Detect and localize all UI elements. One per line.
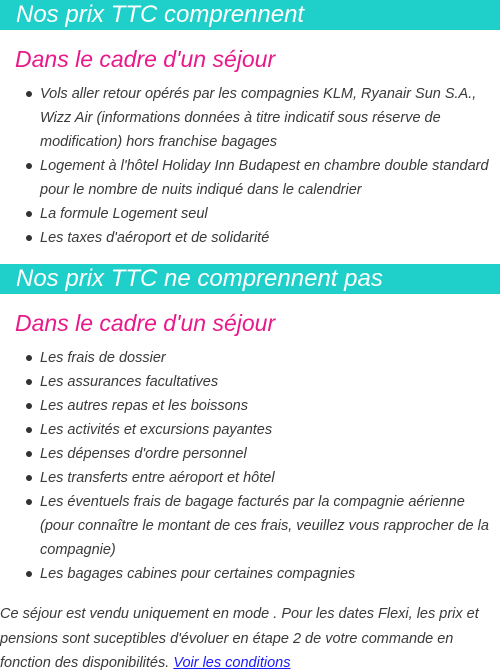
- bullet-icon: [26, 355, 32, 361]
- bullet-icon: [26, 427, 32, 433]
- bullet-icon: [26, 451, 32, 457]
- list-item: Vols aller retour opérés par les compagnies KLM, Ryanair Sun S.A., Wizz Air (informations données à titre indicatif sous réserve de modification) hors franchise bagages: [0, 82, 500, 154]
- list-item: Les transferts entre aéroport et hôtel: [0, 466, 500, 490]
- list-item: Logement à l'hôtel Holiday Inn Budapest en chambre double standard pour le nombre de nuits indiqué dans le calendrier: [0, 154, 500, 202]
- excluded-banner: Nos prix TTC ne comprennent pas: [0, 264, 500, 294]
- included-banner: Nos prix TTC comprennent: [0, 0, 500, 30]
- bullet-icon: [26, 91, 32, 97]
- bullet-icon: [26, 571, 32, 577]
- footer-note: [0, 602, 500, 670]
- list-item: Les taxes d'aéroport et de solidarité: [0, 226, 500, 250]
- bullet-icon: [26, 163, 32, 169]
- bullet-icon: [26, 475, 32, 481]
- list-item: Les assurances facultatives: [0, 370, 500, 394]
- list-item: La formule Logement seul: [0, 202, 500, 226]
- list-item: Les bagages cabines pour certaines compagnies: [0, 562, 500, 586]
- list-item: Les dépenses d'ordre personnel: [0, 442, 500, 466]
- list-item: Les activités et excursions payantes: [0, 418, 500, 442]
- bullet-icon: [26, 403, 32, 409]
- included-list: [0, 82, 500, 250]
- bullet-icon: [26, 379, 32, 385]
- list-item: Les frais de dossier: [0, 346, 500, 370]
- included-subheading: Dans le cadre d'un séjour: [15, 46, 276, 72]
- excluded-list: [0, 346, 500, 586]
- bullet-icon: [26, 211, 32, 217]
- list-item: Les éventuels frais de bagage facturés par la compagnie aérienne (pour connaître le montant de ces frais, veuillez vous rapprocher de la compagnie): [0, 490, 500, 562]
- bullet-icon: [26, 499, 32, 505]
- excluded-subheading: Dans le cadre d'un séjour: [15, 310, 276, 336]
- footer-text: Ce séjour est vendu uniquement en mode . Pour les dates Flexi, les prix et pensions sont suceptibles d'évoluer en étape 2 de votre commande en fonction des disponibilités.: [0, 606, 479, 670]
- bullet-icon: [26, 235, 32, 241]
- list-item: Les autres repas et les boissons: [0, 394, 500, 418]
- conditions-link[interactable]: Voir les conditions: [173, 655, 291, 670]
